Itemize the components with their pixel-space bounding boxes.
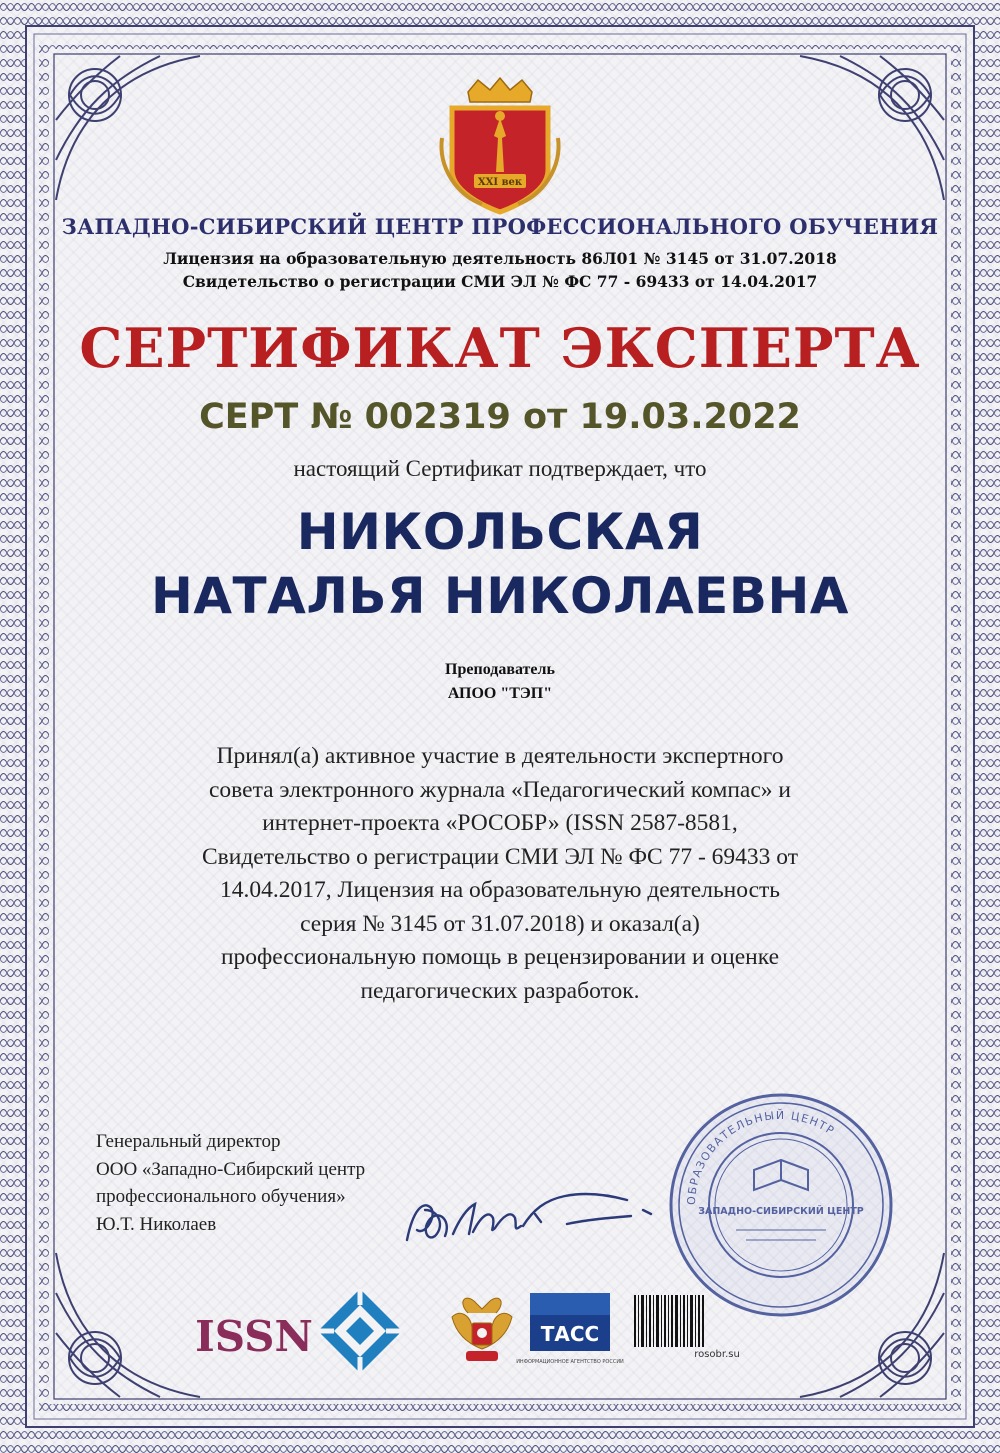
recipient-given-names: НАТАЛЬЯ НИКОЛАЕВНА xyxy=(151,567,849,625)
tass-logo-text: ТАСС xyxy=(540,1322,600,1346)
body-line: серия № 3145 от 31.07.2018) и оказал(а) xyxy=(300,910,700,937)
signatory-name: Ю.Т. Николаев xyxy=(96,1213,217,1235)
corner-ornament-tl xyxy=(56,56,200,200)
signatory-org-line1: ООО «Западно-Сибирский центр xyxy=(96,1158,366,1180)
director-signature xyxy=(395,1170,695,1260)
stamp-center-text: ЗАПАДНО-СИБИРСКИЙ ЦЕНТР xyxy=(698,1206,864,1217)
license-line: Лицензия на образовательную деятельность 86Л01 № 3145 от 31.07.2018 xyxy=(163,249,837,268)
recipient-surname: НИКОЛЬСКАЯ xyxy=(296,503,704,561)
signatory-block xyxy=(96,1128,365,1238)
corner-ornament-bl xyxy=(56,1253,200,1397)
tass-caption: ИНФОРМАЦИОННОЕ АГЕНТСТВО РОССИИ xyxy=(516,1359,624,1365)
body-line: педагогических разработок. xyxy=(360,977,640,1004)
body-line: Принял(а) активное участие в деятельности экспертного xyxy=(216,743,784,769)
issn-logo xyxy=(195,1312,313,1361)
body-line: интернет-проекта «РОСОБР» (ISSN 2587-8581, xyxy=(262,810,738,836)
tass-logo xyxy=(516,1293,624,1365)
recipient-workplace: АПОО "ТЭП" xyxy=(447,685,553,702)
body-line: Свидетельство о регистрации СМИ ЭЛ № ФС 77 - 69433 от xyxy=(201,843,798,870)
body-line: 14.04.2017, Лицензия на образовательную деятельность xyxy=(220,877,780,903)
confirms-text: настоящий Сертификат подтверждает, что xyxy=(293,456,707,481)
recipient-position: Преподаватель xyxy=(445,661,555,678)
issn-logo-text: ISSN xyxy=(195,1312,313,1361)
signatory-org-line2: профессионального обучения» xyxy=(96,1186,346,1207)
signatory-title: Генеральный директор xyxy=(96,1131,281,1152)
partner-logos xyxy=(195,1285,794,1375)
barcode xyxy=(634,1295,704,1347)
emblem-logo xyxy=(438,78,562,218)
body-line: профессиональную помощь в рецензировании и оценке xyxy=(220,944,780,970)
diamond-logo xyxy=(318,1289,402,1373)
registration-line: Свидетельство о регистрации СМИ ЭЛ № ФС 77 - 69433 от 14.04.2017 xyxy=(182,272,818,291)
body-line: совета электронного журнала «Педагогический компас» и xyxy=(209,776,791,803)
organization-name: ЗАПАДНО-СИБИРСКИЙ ЦЕНТР ПРОФЕССИОНАЛЬНОГО ОБУЧЕНИЯ xyxy=(61,214,939,239)
corner-ornament-tr xyxy=(800,56,944,200)
certificate-title: СЕРТИФИКАТ ЭКСПЕРТА xyxy=(79,316,921,380)
certificate-body xyxy=(80,740,920,1008)
stamp-ring-text: ОБРАЗОВАТЕЛЬНЫЙ ЦЕНТР xyxy=(684,1108,838,1206)
barcode-caption: rosobr.su xyxy=(694,1349,740,1360)
certificate-number: СЕРТ № 002319 от 19.03.2022 xyxy=(199,397,801,437)
emblem-label: XXI век xyxy=(477,177,523,188)
coat-of-arms-logo xyxy=(452,1298,512,1361)
